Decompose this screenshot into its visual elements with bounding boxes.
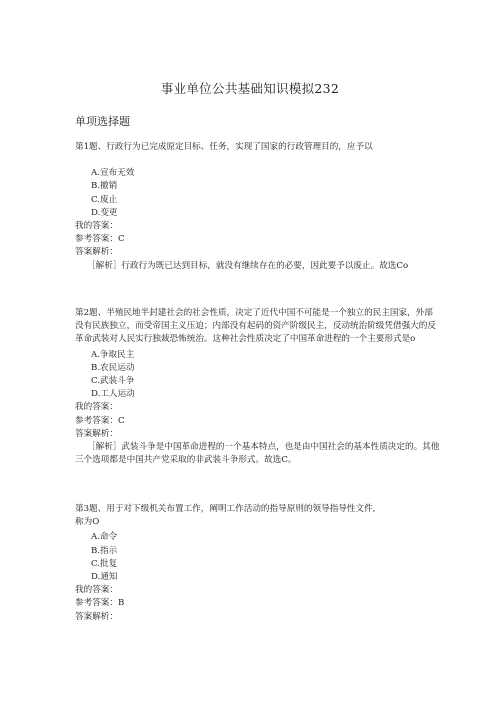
question-text-line-2: 称为O [75,517,100,528]
question-text: 第1题、行政行为已完成原定目标、任务，实现了国家的行政管理目的，应予以 [75,142,373,152]
explanation-text: ［解析］武装斗争是中国革命进程的一个基本特点，也是由中国社会的基本性质决定的。其他三个选项都是中国共产党采取的非武装斗争形式。故选C。 [75,442,440,466]
option-d[interactable]: D.变更 [91,207,118,218]
reference-answer [75,415,440,428]
reference-answer-value: B [117,598,125,609]
option-c[interactable]: C.批复 [91,558,118,569]
question-3 [75,503,440,624]
explanation-text: ［解析］行政行为既已达到目标，就没有继续存在的必要，因此要予以废止。故选Co [87,260,409,271]
option-list [75,349,440,402]
option-a[interactable]: A.宣布无效 [91,168,135,179]
option-b[interactable]: B.农民运动 [91,362,135,373]
analysis-label: 答案解析： [75,428,118,439]
question-2 [75,307,440,467]
reference-answer-label: 参考答案： [75,415,118,426]
reference-answer-label: 参考答案： [75,234,118,245]
reference-answer-value: C [117,234,125,245]
question-text: 第2题、半殖民地半封建社会的社会性质，决定了近代中国不可能是一个独立的民主国家，外部没有民族独立，而受帝国主义压迫；内部没有起码的资产阶级民主，反动统治阶级凭借强大的反革命武装对人民实行独裁恐怖统治。这种社会性质决定了中国革命进程的一个主要形式是o [75,308,436,345]
option-list [75,531,440,584]
option-list [75,167,440,220]
option-a[interactable]: A.争取民主 [91,349,135,360]
document-title: 事业单位公共基础知识模拟232 [160,81,340,96]
option-d[interactable]: D.通知 [91,572,118,583]
option-c[interactable]: C.废止 [91,194,118,205]
section-title: 单项选择题 [75,115,130,128]
reference-answer-value: C [117,415,125,426]
reference-answer-label: 参考答案： [75,598,118,609]
question-1 [75,141,440,273]
analysis-label: 答案解析： [75,611,118,622]
option-b[interactable]: B.指示 [91,545,118,556]
my-answer-label: 我的答案： [75,221,118,232]
my-answer-label: 我的答案： [75,402,118,413]
option-b[interactable]: B.撤销 [91,181,118,192]
reference-answer [75,233,440,246]
option-c[interactable]: C.武装斗争 [91,376,135,387]
my-answer-label: 我的答案： [75,585,118,596]
option-d[interactable]: D.工人运动 [91,389,135,400]
question-text-line-1: 第3题、用于对下级机关布置工作，阐明工作活动的指导原则的领导指导性文件, [75,504,376,514]
option-a[interactable]: A.命令 [91,532,118,543]
analysis-label: 答案解析： [75,247,118,258]
reference-answer [75,597,440,610]
